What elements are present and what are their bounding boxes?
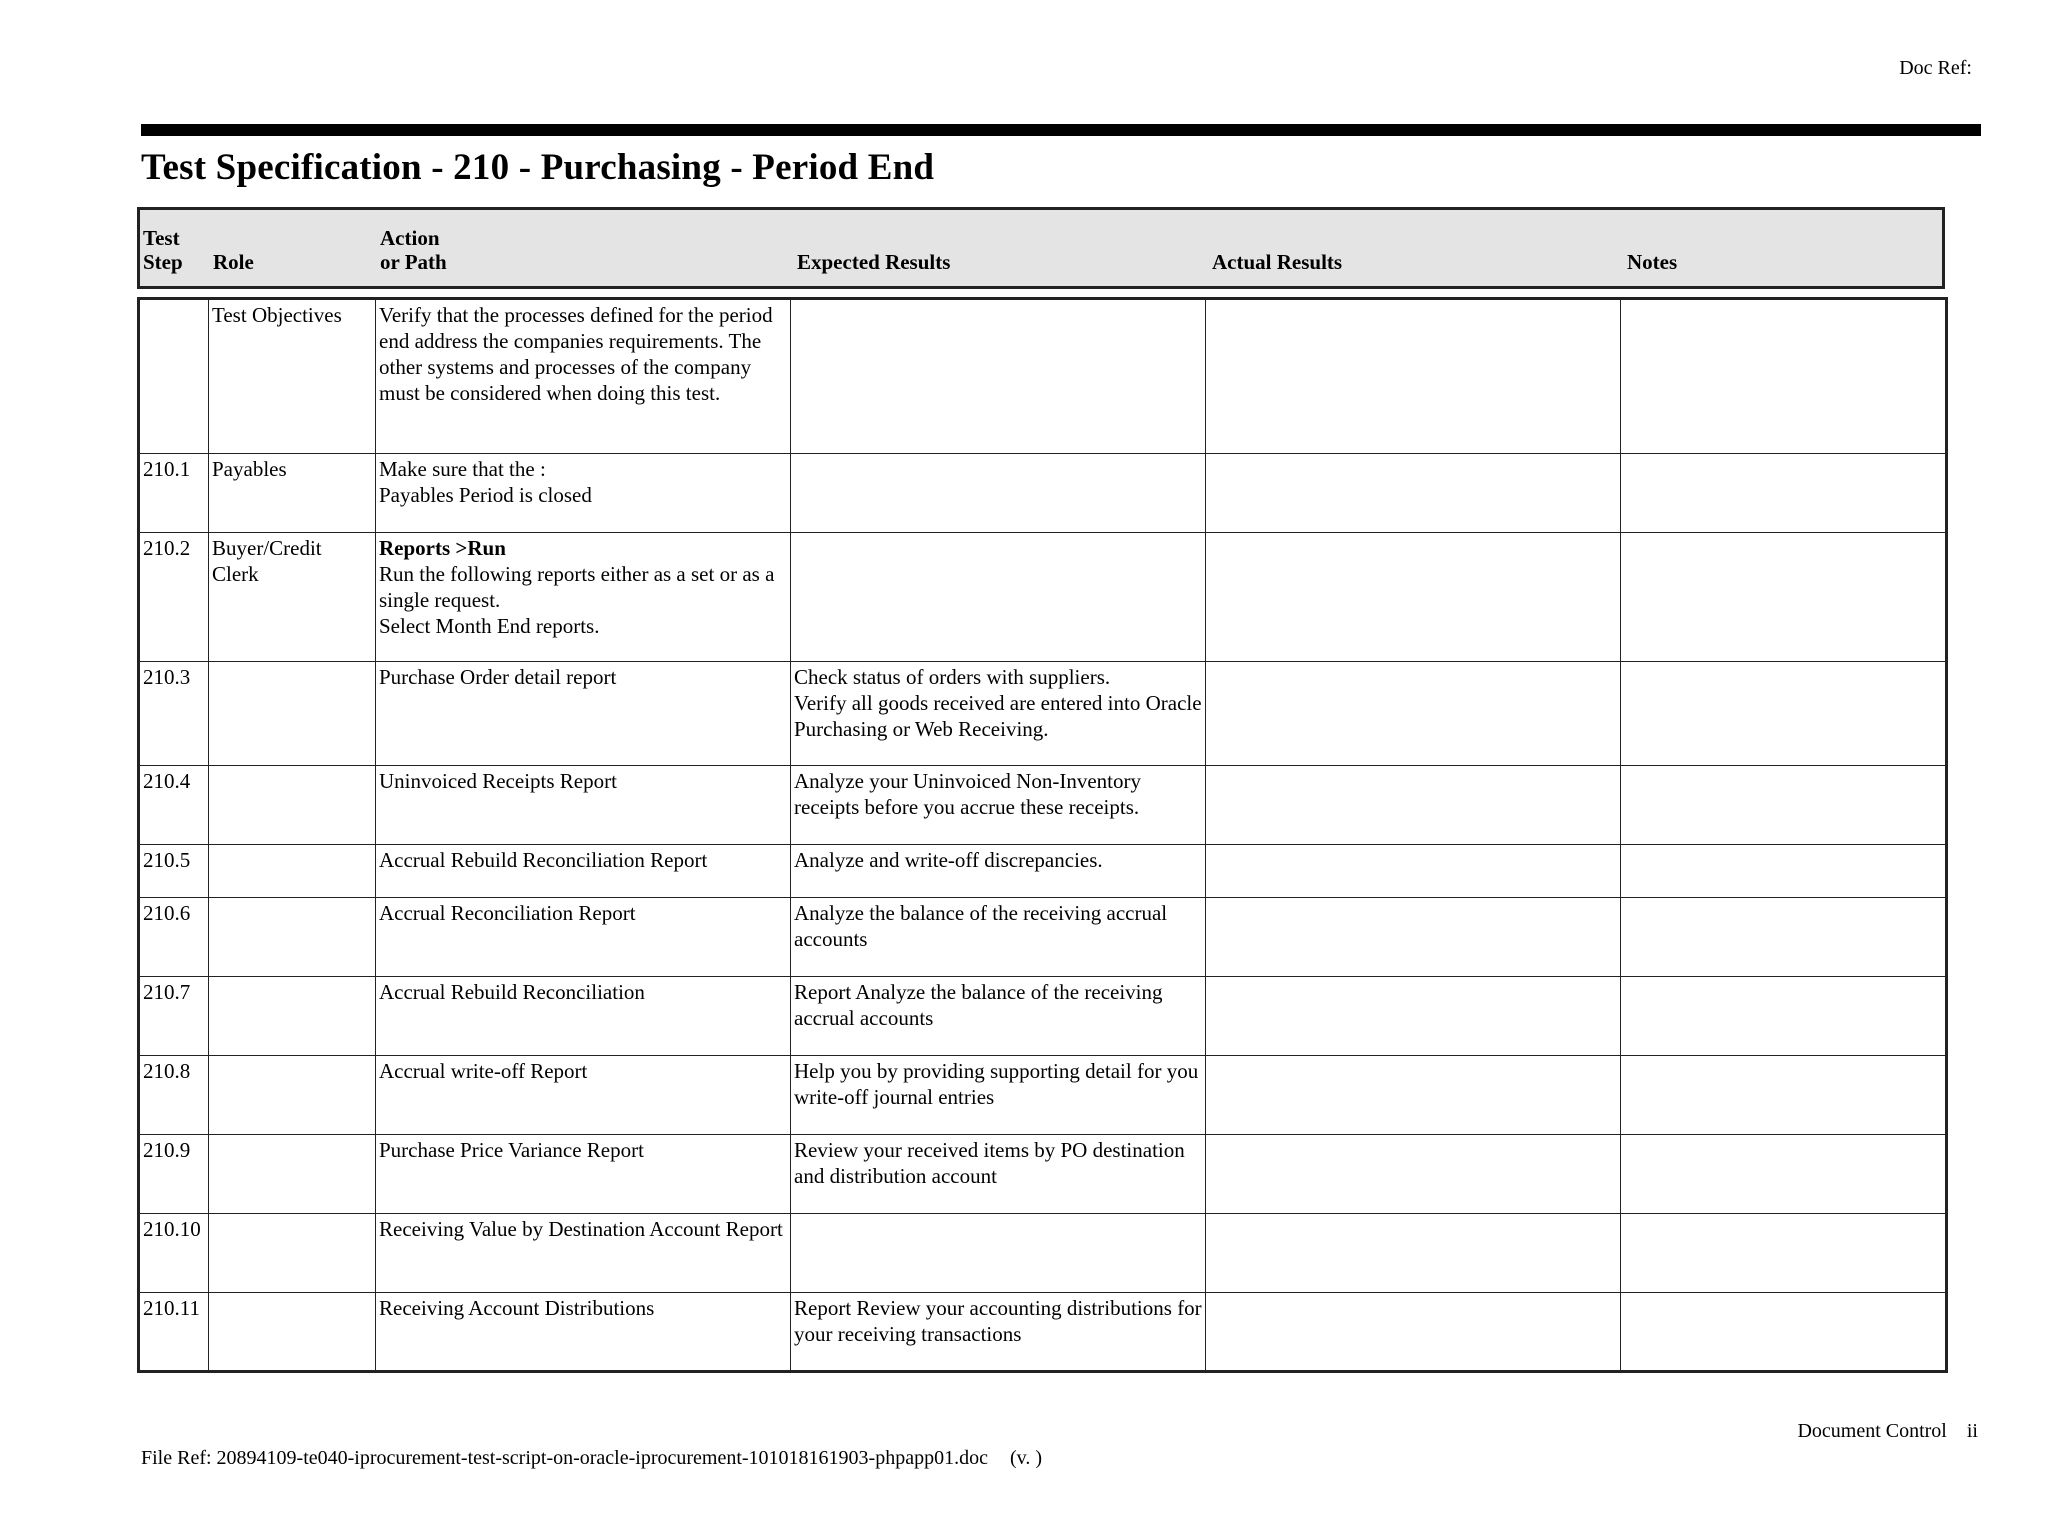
cell-action <box>376 1135 791 1214</box>
cell-role: Buyer/Credit Clerk <box>209 533 376 662</box>
table-row <box>139 662 1947 766</box>
column-header-test-step: Test Step <box>143 226 183 274</box>
page-number: ii <box>1966 1420 1978 1442</box>
action-text: Run the following reports either as a set or as a single request. Select Month End reports. <box>379 562 775 638</box>
cell-test-step <box>139 299 209 454</box>
cell-role: Payables <box>209 454 376 533</box>
cell-role <box>209 1293 376 1372</box>
cell-role <box>209 766 376 845</box>
column-header-notes: Notes <box>1627 250 1678 274</box>
cell-actual-results <box>1206 898 1621 977</box>
test-steps-table <box>137 297 1948 1373</box>
action-text: Accrual Rebuild Reconciliation Report <box>379 848 708 872</box>
action-text: Accrual Reconciliation Report <box>379 901 636 925</box>
cell-test-step: 210.3 <box>139 662 209 766</box>
action-text: Accrual Rebuild Reconciliation <box>379 980 645 1004</box>
cell-test-step: 210.10 <box>139 1214 209 1293</box>
cell-actual-results <box>1206 299 1621 454</box>
footer-section <box>1777 1420 1978 1443</box>
cell-role <box>209 1214 376 1293</box>
action-text: Accrual write-off Report <box>379 1059 588 1083</box>
table-row <box>139 533 1947 662</box>
cell-actual-results <box>1206 1135 1621 1214</box>
action-text: Receiving Account Distributions <box>379 1296 655 1320</box>
cell-actual-results <box>1206 533 1621 662</box>
table-row <box>139 1056 1947 1135</box>
cell-notes <box>1621 1056 1947 1135</box>
cell-expected-results: Analyze your Uninvoiced Non-Inventory receipts before you accrue these receipts. <box>791 766 1206 845</box>
cell-expected-results: Report Review your accounting distributions for your receiving transactions <box>791 1293 1206 1372</box>
action-text: Purchase Price Variance Report <box>379 1138 644 1162</box>
cell-expected-results: Review your received items by PO destination and distribution account <box>791 1135 1206 1214</box>
cell-notes <box>1621 662 1947 766</box>
table-row <box>139 845 1947 898</box>
action-text: Uninvoiced Receipts Report <box>379 769 617 793</box>
cell-test-step: 210.1 <box>139 454 209 533</box>
cell-notes <box>1621 1214 1947 1293</box>
cell-test-step: 210.8 <box>139 1056 209 1135</box>
column-header-actual-results: Actual Results <box>1212 250 1343 274</box>
cell-role <box>209 845 376 898</box>
cell-actual-results <box>1206 977 1621 1056</box>
cell-expected-results <box>791 454 1206 533</box>
cell-notes <box>1621 1293 1947 1372</box>
cell-role <box>209 1135 376 1214</box>
cell-actual-results <box>1206 1056 1621 1135</box>
action-text: Make sure that the : Payables Period is closed <box>379 457 592 507</box>
cell-test-step: 210.2 <box>139 533 209 662</box>
doc-ref-label: Doc Ref: <box>1899 57 1972 79</box>
column-header-role: Role <box>213 250 254 274</box>
header-rule <box>141 124 1981 136</box>
cell-expected-results <box>791 1214 1206 1293</box>
table-row <box>139 898 1947 977</box>
cell-test-step: 210.11 <box>139 1293 209 1372</box>
cell-expected-results: Help you by providing supporting detail for you write-off journal entries <box>791 1056 1206 1135</box>
action-text: Receiving Value by Destination Account Report <box>379 1217 783 1241</box>
cell-actual-results <box>1206 454 1621 533</box>
cell-actual-results <box>1206 1214 1621 1293</box>
cell-actual-results <box>1206 662 1621 766</box>
version-label: (v. ) <box>1009 1447 1043 1469</box>
cell-role <box>209 662 376 766</box>
cell-expected-results: Analyze the balance of the receiving accrual accounts <box>791 898 1206 977</box>
cell-expected-results: Report Analyze the balance of the receiving accrual accounts <box>791 977 1206 1056</box>
action-text: Verify that the processes defined for the period end address the companies requirements. The other systems and processes of the company must be considered when doing this test. <box>379 303 773 405</box>
cell-action <box>376 662 791 766</box>
cell-notes <box>1621 299 1947 454</box>
table-row <box>139 1135 1947 1214</box>
cell-notes <box>1621 898 1947 977</box>
action-text: Purchase Order detail report <box>379 665 617 689</box>
file-ref-text: File Ref: 20894109-te040-iprocurement-test-script-on-oracle-iprocurement-101018161903-phpapp01.doc <box>141 1447 988 1469</box>
cell-notes <box>1621 766 1947 845</box>
cell-action <box>376 1293 791 1372</box>
action-path: Reports >Run <box>379 536 506 560</box>
cell-expected-results <box>791 299 1206 454</box>
table-row <box>139 299 1947 454</box>
table-row <box>139 977 1947 1056</box>
cell-role <box>209 977 376 1056</box>
cell-notes <box>1621 454 1947 533</box>
cell-role <box>209 1056 376 1135</box>
footer-section-label: Document Control <box>1797 1420 1947 1442</box>
column-header-expected-results: Expected Results <box>797 250 951 274</box>
cell-actual-results <box>1206 766 1621 845</box>
cell-action <box>376 454 791 533</box>
cell-action <box>376 1214 791 1293</box>
cell-notes <box>1621 845 1947 898</box>
table-row <box>139 1293 1947 1372</box>
cell-expected-results <box>791 533 1206 662</box>
cell-notes <box>1621 1135 1947 1214</box>
cell-test-step: 210.7 <box>139 977 209 1056</box>
cell-test-step: 210.9 <box>139 1135 209 1214</box>
file-ref <box>141 1447 1042 1470</box>
cell-expected-results: Analyze and write-off discrepancies. <box>791 845 1206 898</box>
page-title: Test Specification - 210 - Purchasing - Period End <box>141 147 935 188</box>
cell-action <box>376 1056 791 1135</box>
cell-expected-results: Check status of orders with suppliers. Verify all goods received are entered into Oracle Purchasing or Web Receiving. <box>791 662 1206 766</box>
cell-actual-results <box>1206 1293 1621 1372</box>
table-row <box>139 454 1947 533</box>
column-header-action: Action or Path <box>380 226 447 274</box>
cell-action <box>376 766 791 845</box>
table-row <box>139 766 1947 845</box>
cell-actual-results <box>1206 845 1621 898</box>
cell-action <box>376 898 791 977</box>
cell-action <box>376 533 791 662</box>
table-header <box>137 207 1945 289</box>
cell-test-step: 210.6 <box>139 898 209 977</box>
table-row <box>139 1214 1947 1293</box>
cell-role: Test Objectives <box>209 299 376 454</box>
cell-action <box>376 977 791 1056</box>
cell-test-step: 210.5 <box>139 845 209 898</box>
cell-notes <box>1621 977 1947 1056</box>
cell-role <box>209 898 376 977</box>
cell-action <box>376 299 791 454</box>
table-body <box>139 299 1947 1372</box>
cell-action <box>376 845 791 898</box>
cell-test-step: 210.4 <box>139 766 209 845</box>
cell-notes <box>1621 533 1947 662</box>
